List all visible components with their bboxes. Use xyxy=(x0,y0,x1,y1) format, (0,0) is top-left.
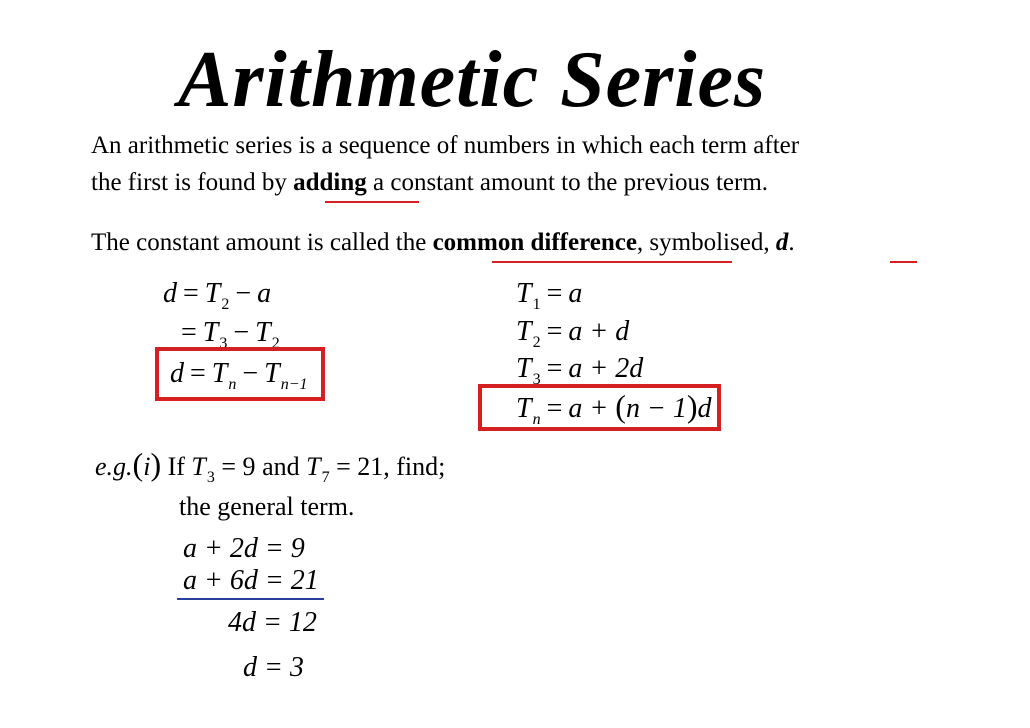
eq-sub: n−1 xyxy=(280,376,308,393)
working-line-4 xyxy=(243,652,304,684)
example-text: If xyxy=(161,452,192,481)
definition-text-pre: the first is found by xyxy=(91,169,294,196)
eq-op: = xyxy=(183,278,199,309)
eq-sub: 3 xyxy=(532,371,541,388)
eq-var: T xyxy=(516,353,532,384)
example-label: e.g. xyxy=(95,452,133,481)
eq-var: a xyxy=(183,565,197,596)
example-text: and xyxy=(255,452,307,481)
eq-op: − xyxy=(233,317,250,348)
eq-paren: ( xyxy=(132,446,144,482)
eq-sub: n xyxy=(228,376,237,393)
boxed-general-term-formula xyxy=(516,390,712,429)
common-difference-underline xyxy=(492,261,732,263)
cd-text-mid: , symbolised, xyxy=(636,229,776,256)
eq-var: a + d xyxy=(568,316,630,347)
eq-var: T xyxy=(204,278,221,309)
keyword-common-difference: common difference xyxy=(432,229,637,256)
eq-op: − xyxy=(242,358,259,389)
eq-var: T xyxy=(255,317,271,348)
right-equation-1 xyxy=(516,278,582,314)
eq-paren: ( xyxy=(615,388,626,424)
eq-sub: 3 xyxy=(219,335,228,352)
eq-op: = xyxy=(181,317,197,348)
eq-paren: ) xyxy=(150,446,162,482)
adding-underline xyxy=(325,201,419,203)
eq-paren: ) xyxy=(686,388,698,424)
definition-text-post: a constant amount to the previous term. xyxy=(366,169,769,196)
working-line-3 xyxy=(228,607,317,639)
eq-sub: n xyxy=(532,411,541,428)
eq-rest: d = 3 xyxy=(243,652,304,683)
eq-var: T xyxy=(306,452,321,481)
eq-op: − xyxy=(235,278,252,309)
cd-text-pre: The constant amount is called the xyxy=(91,229,433,256)
eq-var: d xyxy=(163,278,177,309)
definition-line-2 xyxy=(91,168,768,198)
eq-sub: 2 xyxy=(221,296,230,313)
boxed-common-difference-formula xyxy=(170,358,308,394)
eq-var: a xyxy=(568,278,583,309)
eq-sub: 1 xyxy=(532,296,541,313)
eq-op: = xyxy=(546,353,563,384)
left-equation-1 xyxy=(163,278,271,314)
eq-var: T xyxy=(211,358,228,389)
definition-line-1: An arithmetic series is a sequence of numbers in which each term after xyxy=(91,132,800,159)
eq-var: d xyxy=(170,358,184,389)
page-title: Arithmetic Series xyxy=(178,36,767,124)
eq-sub: 2 xyxy=(271,335,280,352)
eq-var: a + 2d xyxy=(568,353,644,384)
eq-op: = xyxy=(546,278,563,309)
eq-var: T xyxy=(202,317,219,348)
example-statement xyxy=(95,448,445,487)
working-line-1 xyxy=(183,533,305,565)
right-equation-2 xyxy=(516,316,629,352)
eq-var: a + xyxy=(568,393,609,424)
example-text: , find; xyxy=(383,452,446,481)
example-value: = 21 xyxy=(336,452,384,481)
eq-var: T xyxy=(191,452,206,481)
d-underline xyxy=(890,261,917,263)
eq-sub: 3 xyxy=(206,469,215,486)
eq-var: d xyxy=(697,393,712,424)
cd-text-end: . xyxy=(788,229,795,256)
eq-var: n − 1 xyxy=(625,393,687,424)
subtraction-line xyxy=(177,598,324,600)
example-number: i xyxy=(143,452,151,481)
keyword-adding: adding xyxy=(293,169,367,196)
keyword-d: d xyxy=(775,229,789,256)
eq-var: T xyxy=(264,358,280,389)
eq-var: a xyxy=(183,533,197,564)
eq-op: = xyxy=(546,316,563,347)
eq-rest: + 2d = 9 xyxy=(204,533,305,564)
common-difference-line xyxy=(91,228,795,258)
example-value: = 9 xyxy=(221,452,256,481)
working-line-2 xyxy=(183,565,319,597)
eq-rest: + 6d = 21 xyxy=(204,565,319,596)
eq-op: = xyxy=(190,358,206,389)
eq-sub: 2 xyxy=(532,334,541,351)
eq-rest: 4d = 12 xyxy=(228,607,317,638)
eq-var: T xyxy=(516,316,532,347)
eq-var: T xyxy=(516,278,532,309)
task-text: the general term. xyxy=(179,492,355,521)
eq-op: = xyxy=(546,393,563,424)
eq-sub: 7 xyxy=(321,469,330,486)
eq-var: T xyxy=(516,393,532,424)
eq-var: a xyxy=(257,278,272,309)
